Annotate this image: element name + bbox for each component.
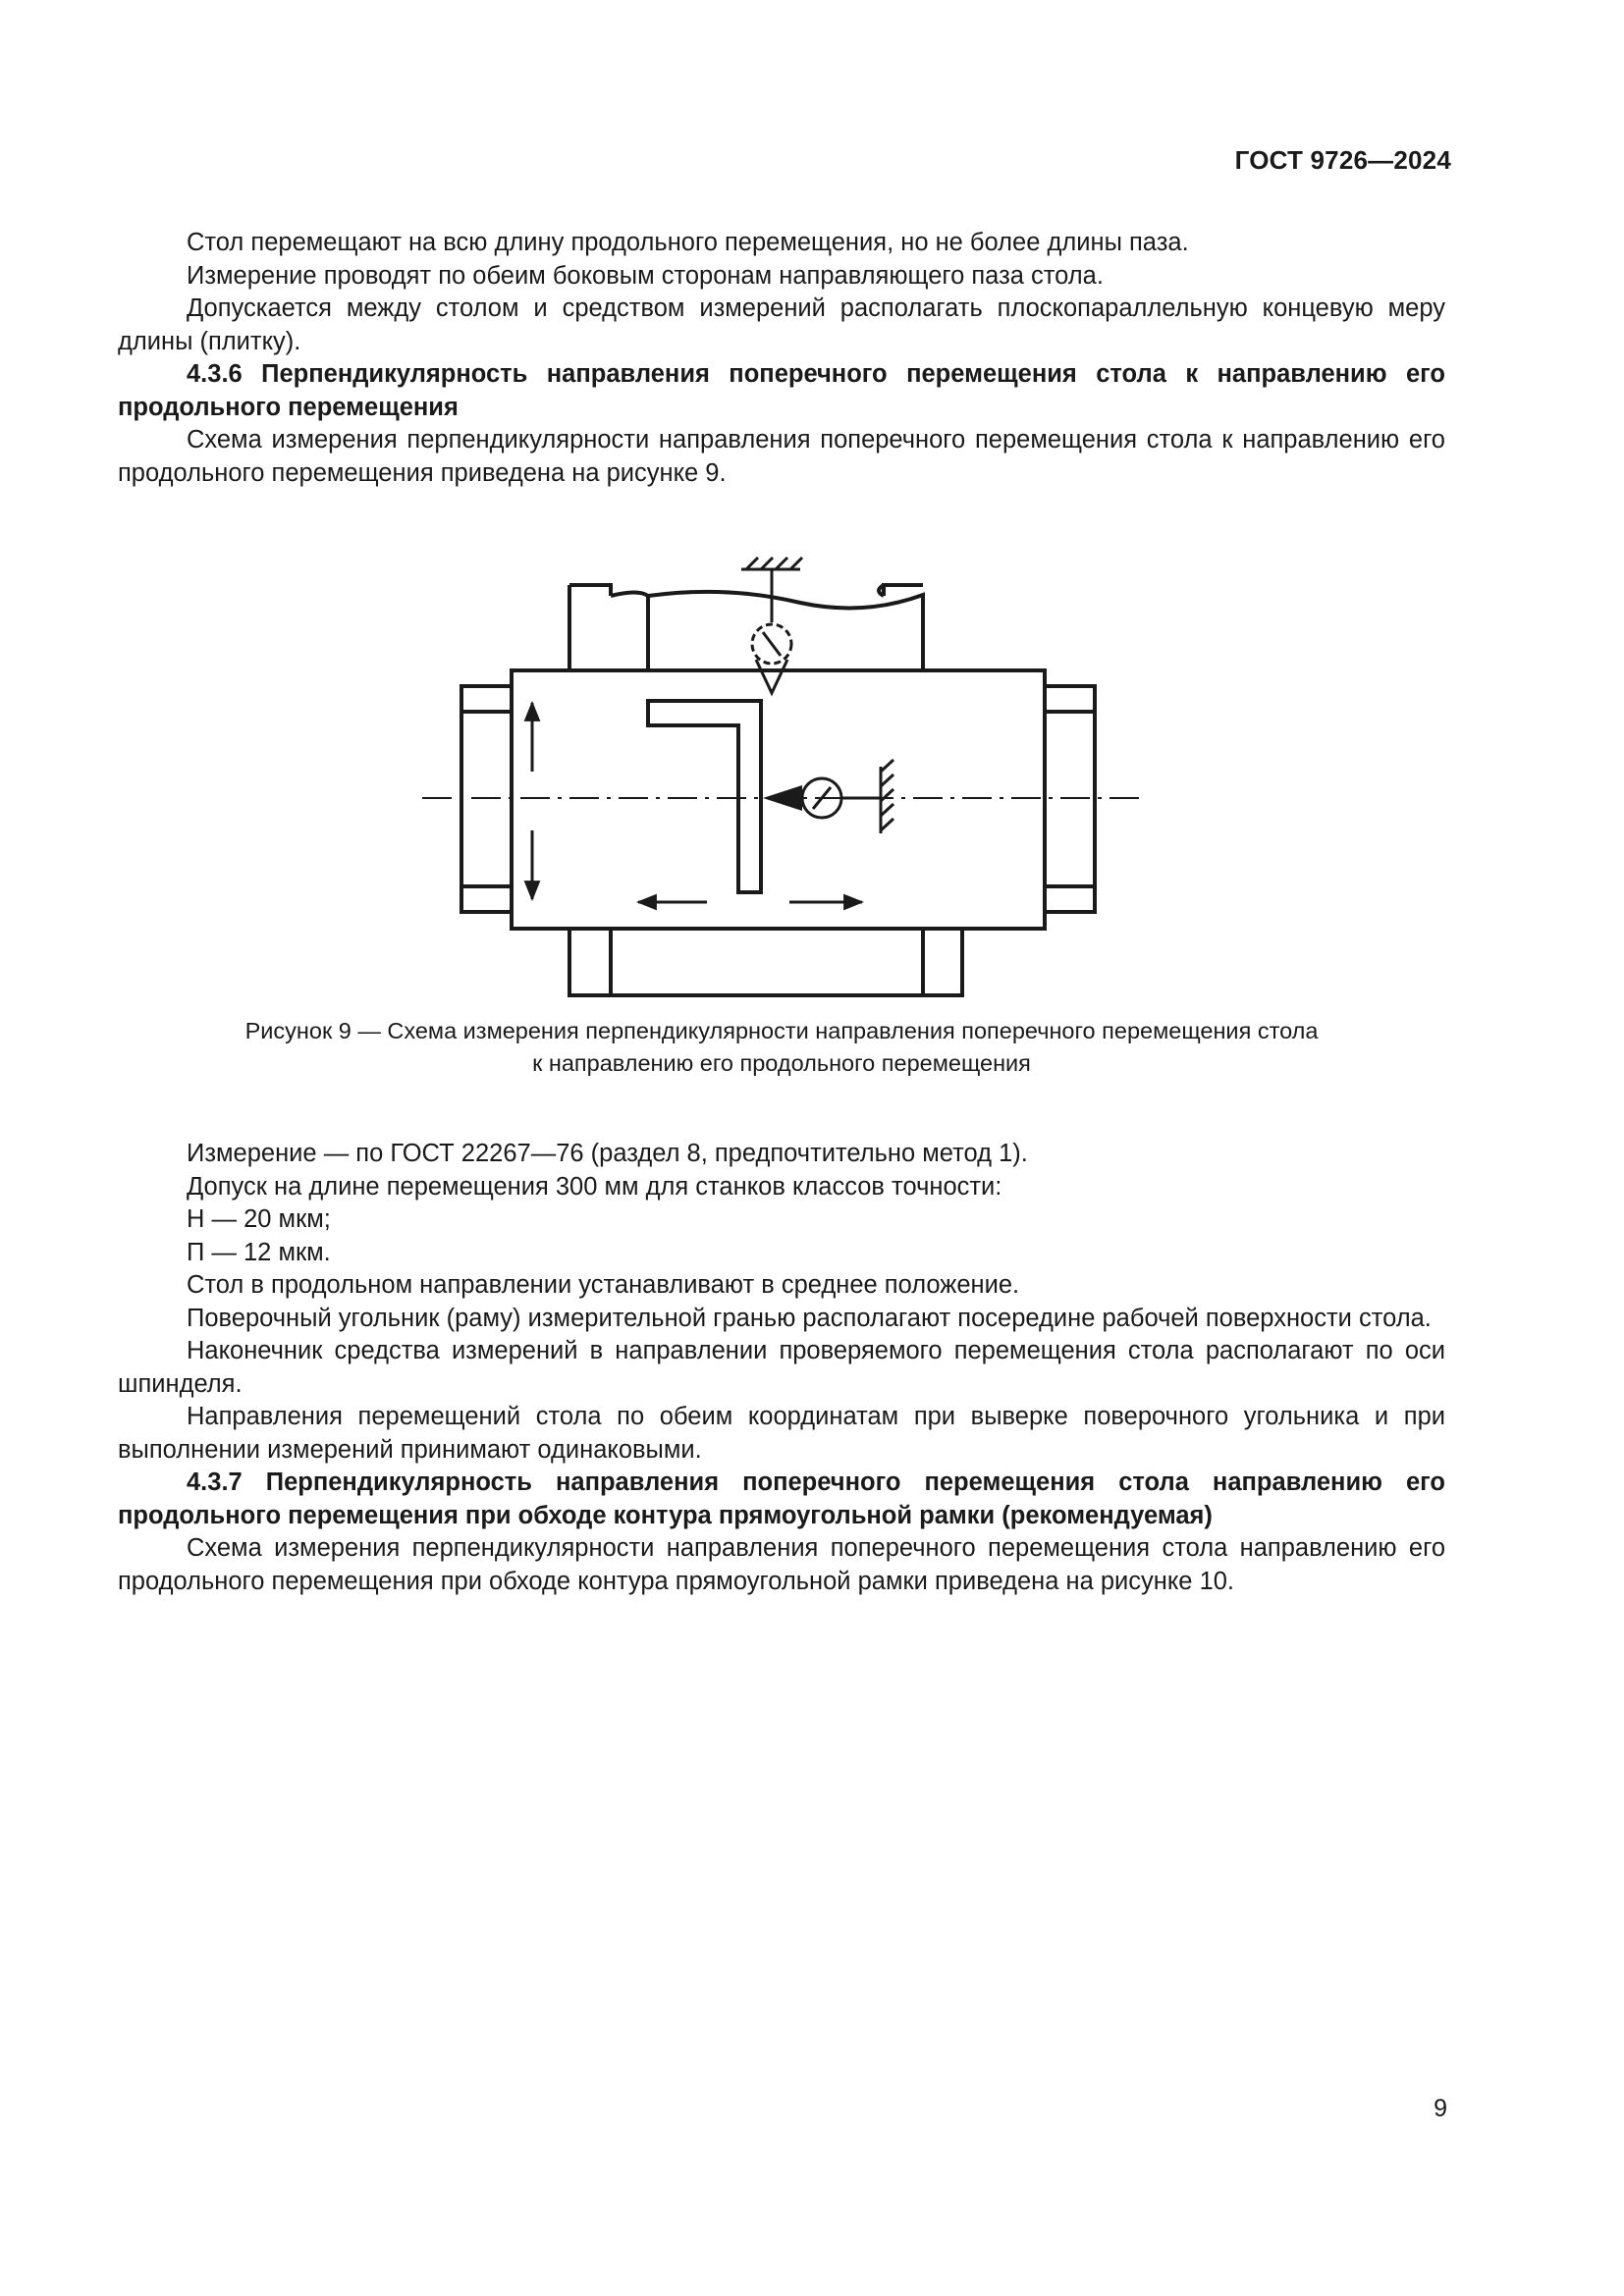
caption-line-1: Рисунок 9 — Схема измерения перпендикулярности направления поперечного перемещения стола <box>244 1018 1319 1043</box>
paragraph: Схема измерения перпендикулярности направления поперечного перемещения стола направлению его продольного перемещения при обходе контура прямоугольной рамки приведена на рисунке 10. <box>118 1534 1445 1595</box>
section-heading-4-3-7: 4.3.7 Перпендикулярность направления поперечного перемещения стола направлению его продольного перемещения при обходе контура прямоугольной рамки (рекомендуемая) <box>118 1468 1445 1529</box>
text-block-bottom <box>118 1138 1445 1598</box>
page-number: 9 <box>1434 2095 1447 2122</box>
section-heading-4-3-6: 4.3.6 Перпендикулярность направления поперечного перемещения стола к направлению его продольного перемещения <box>118 360 1445 421</box>
paragraph: Направления перемещений стола по обеим координатам при выверке поверочного угольника и при выполнении измерений принимают одинаковыми. <box>118 1403 1445 1464</box>
paragraph: Стол перемещают на всю длину продольного перемещения, но не более длины паза. <box>187 229 1189 256</box>
figure-caption <box>118 1015 1445 1080</box>
paragraph: Измерение — по ГОСТ 22267—76 (раздел 8, предпочтительно метод 1). <box>187 1140 1028 1167</box>
paragraph: П — 12 мкм. <box>187 1238 331 1266</box>
paragraph: Допускается между столом и средством измерений располагать плоскопараллельную концевую меру длины (плитку). <box>118 294 1445 355</box>
lower-slide <box>569 929 962 995</box>
document-id-header: ГОСТ 9726—2024 <box>1234 145 1451 175</box>
paragraph: Стол в продольном направлении устанавливают в среднее положение. <box>187 1271 1020 1299</box>
upper-slide <box>569 585 923 670</box>
paragraph: Поверочный угольник (раму) измерительной гранью располагают посередине рабочей поверхности стола. <box>187 1304 1432 1332</box>
paragraph: Измерение проводят по обеим боковым сторонам направляющего паза стола. <box>187 261 1104 290</box>
paragraph: Н — 20 мкм; <box>187 1205 331 1233</box>
text-block-top <box>118 227 1445 490</box>
paragraph: Схема измерения перпендикулярности направления поперечного перемещения стола к направлению его продольного перемещения приведена на рисунке 9. <box>118 426 1445 487</box>
paragraph: Допуск на длине перемещения 300 мм для станков классов точности: <box>187 1172 1002 1201</box>
paragraph: Наконечник средства измерений в направлении проверяемого перемещения стола располагают по оси шпинделя. <box>118 1337 1445 1398</box>
figure-9-diagram <box>412 546 1159 997</box>
caption-line-2: к направлению его продольного перемещения <box>532 1050 1031 1076</box>
measurement-scheme-svg <box>412 546 1159 997</box>
